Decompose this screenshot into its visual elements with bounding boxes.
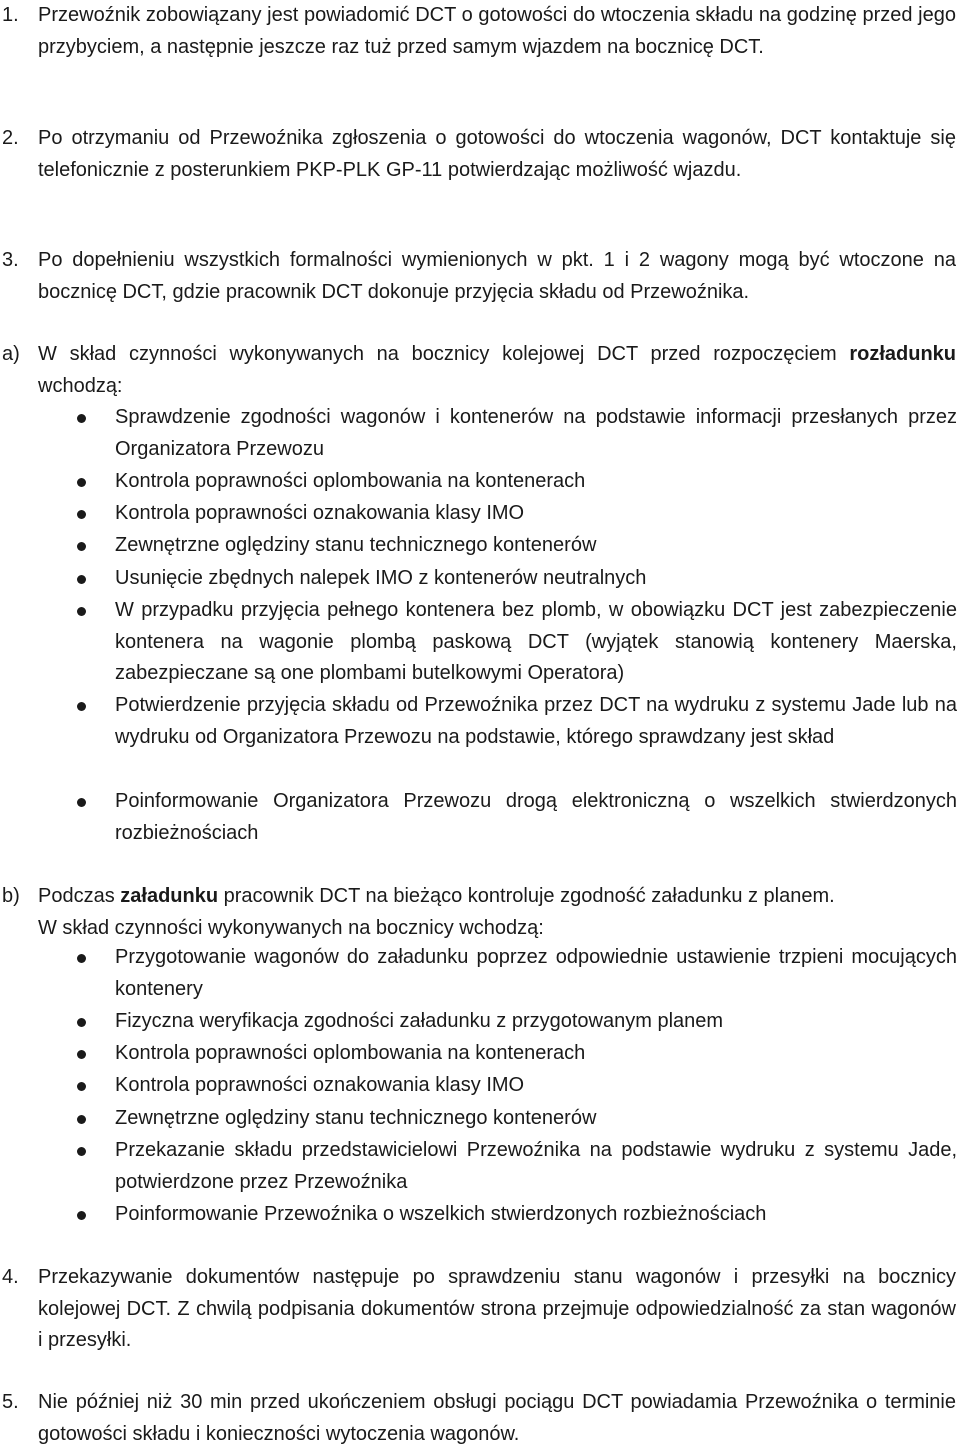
section-b-intro [38, 881, 956, 913]
item-text: Przekazywanie dokumentów następuje po sprawdzeniu stanu wagonów i przesyłki na bocznicy kolejowej DCT. Z chwilą podpisania dokumentów strona przejmuje odpowiedzialność za stan wagonów i przesyłki. [38, 1266, 956, 1351]
section-a-bold-word: rozładunku [849, 343, 956, 365]
item-number: 3. [2, 249, 19, 271]
bullet-text: Kontrola poprawności oplombowania na kontenerach [115, 470, 586, 492]
bullet-text: Sprawdzenie zgodności wagonów i kontenerów na podstawie informacji przesłanych przez Organizatora Przewozu [115, 406, 957, 460]
bullet-text: Usunięcie zbędnych nalepek IMO z kontenerów neutralnych [115, 567, 647, 589]
item-text: Przewoźnik zobowiązany jest powiadomić DCT o gotowości do wtoczenia składu na godzinę przed jego przybyciem, a następnie jeszcze raz tuż przed samym wjazdem na bocznicę DCT. [38, 4, 956, 58]
bullet-text: Zewnętrzne oględziny stanu technicznego kontenerów [115, 1107, 597, 1129]
section-b-intro-tail: pracownik DCT na bieżąco kontroluje zgodność załadunku z planem. [218, 885, 835, 907]
bullet-text: W przypadku przyjęcia pełnego kontenera bez plomb, w obowiązku DCT jest zabezpieczenie kontenera na wagonie plombą paskową DCT (wyjątek stanowią kontenery Maerska, zabezpieczane są one plombami butelkowymi Operatora) [115, 599, 957, 684]
bullet-dot [77, 1050, 86, 1059]
bullet-text: Potwierdzenie przyjęcia składu od Przewoźnika przez DCT na wydruku z systemu Jade lub na wydruku od Organizatora Przewozu na podstawie, którego sprawdzany jest skład [115, 694, 957, 748]
bullet-dot [77, 542, 86, 551]
bullet-text: Kontrola poprawności oplombowania na kontenerach [115, 1042, 586, 1064]
bullet-text: Zewnętrzne oględziny stanu technicznego kontenerów [115, 534, 597, 556]
bullet-dot [77, 1211, 86, 1220]
item-number: 4. [2, 1266, 19, 1288]
item-number: 5. [2, 1391, 19, 1413]
bullet-text: Fizyczna weryfikacja zgodności załadunku z przygotowanym planem [115, 1010, 724, 1032]
bullet-dot [77, 954, 86, 963]
bullet-text: Kontrola poprawności oznakowania klasy IMO [115, 502, 525, 524]
bullet-dot [77, 1115, 86, 1124]
bullet-dot [77, 798, 86, 807]
bullet-dot [77, 1082, 86, 1091]
section-a-intro [38, 339, 956, 402]
bullet-dot [77, 478, 86, 487]
section-letter: b) [2, 885, 20, 907]
bullet-text: Przygotowanie wagonów do załadunku poprzez odpowiednie ustawienie trzpieni mocujących kontenery [115, 946, 957, 1000]
section-b-bold-word: załadunku [120, 885, 219, 907]
section-b-line2: W skład czynności wykonywanych na bocznicy wchodzą: [38, 917, 544, 939]
item-text: Po otrzymaniu od Przewoźnika zgłoszenia o gotowości do wtoczenia wagonów, DCT kontaktuje się telefonicznie z posterunkiem PKP-PLK GP-11 potwierdzając możliwość wjazdu. [38, 127, 956, 181]
bullet-text: Poinformowanie Organizatora Przewozu drogą elektroniczną o wszelkich stwierdzonych rozbieżnościach [115, 790, 957, 844]
bullet-dot [77, 1147, 86, 1156]
section-b-intro-text: Podczas [38, 885, 121, 907]
bullet-dot [77, 702, 86, 711]
bullet-text: Kontrola poprawności oznakowania klasy IMO [115, 1074, 525, 1096]
bullet-dot [77, 510, 86, 519]
section-a-intro-text: W skład czynności wykonywanych na bocznicy kolejowej DCT przed rozpoczęciem [38, 343, 837, 365]
item-number: 2. [2, 127, 19, 149]
section-a-intro-tail: wchodzą: [38, 374, 123, 397]
section-letter: a) [2, 343, 20, 365]
item-text: Po dopełnieniu wszystkich formalności wymienionych w pkt. 1 i 2 wagony mogą być wtoczone na bocznicę DCT, gdzie pracownik DCT dokonuje przyjęcia składu od Przewoźnika. [38, 249, 956, 303]
bullet-dot [77, 575, 86, 584]
bullet-dot [77, 607, 86, 616]
bullet-dot [77, 414, 86, 423]
item-number: 1. [2, 4, 19, 26]
bullet-dot [77, 1018, 86, 1027]
item-text: Nie później niż 30 min przed ukończeniem obsługi pociągu DCT powiadamia Przewoźnika o terminie gotowości składu i konieczności wytoczenia wagonów. [38, 1391, 956, 1445]
bullet-text: Przekazanie składu przedstawicielowi Przewoźnika na podstawie wydruku z systemu Jade, potwierdzone przez Przewoźnika [115, 1139, 957, 1193]
bullet-text: Poinformowanie Przewoźnika o wszelkich stwierdzonych rozbieżnościach [115, 1203, 767, 1225]
